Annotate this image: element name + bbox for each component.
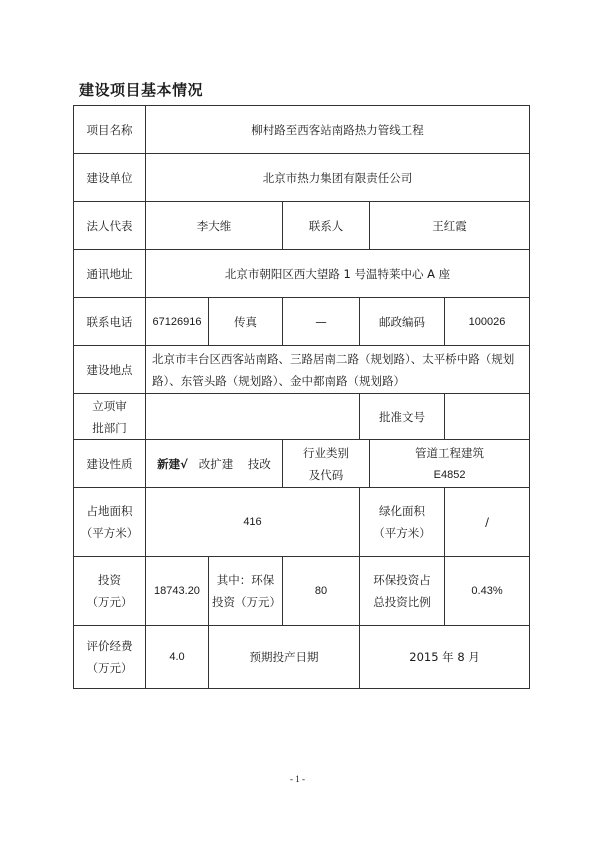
row-investment [74,557,530,626]
investment-value: 18743.20 [146,557,209,626]
location-value: 北京市丰台区西客站南路、三路居南二路（规划路）、太平桥中路（规划路）、东管头路（规划路）、金中都南路（规划路） [146,346,530,394]
fee-label-line2: （万元） [86,661,133,675]
row-nature [74,440,530,488]
industry-label-line1: 行业类别 [303,445,349,460]
fax-label: 传真 [209,298,283,346]
investment-label-line2: （万元） [86,595,133,609]
row-approval [74,394,530,440]
approval-doc-value [445,394,530,440]
investment-label-line1: 投资 [98,573,121,587]
row-phone [74,298,530,346]
env-investment-label [209,557,283,626]
area-label [74,488,146,557]
approval-doc-label: 批准文号 [360,394,445,440]
zip-label: 邮政编码 [360,298,445,346]
contact-label: 联系人 [283,202,370,250]
green-area-label-line2: （平方米） [373,526,431,540]
zip-value: 100026 [445,298,530,346]
fee-label-line1: 评价经费 [86,639,133,653]
env-ratio-label-line2: 总投资比例 [373,595,431,609]
approval-label-line2: 批部门 [92,420,127,435]
nature-options [146,440,283,488]
industry-label [283,440,370,488]
area-value: 416 [146,488,360,557]
production-date-label: 预期投产日期 [209,626,360,689]
nature-option-tech: 技改 [247,456,271,471]
project-name-label: 项目名称 [74,106,146,154]
env-investment-label-line1: 其中：环保 [216,573,275,587]
green-area-label-line1: 绿化面积 [379,504,425,518]
legal-value: 李大维 [146,202,283,250]
green-area-label [360,488,445,557]
green-area-value: / [445,488,530,557]
row-area [74,488,530,557]
nature-label: 建设性质 [74,440,146,488]
row-location [74,346,530,394]
industry-label-line2: 及代码 [308,467,344,482]
industry-value-line1: 管道工程建筑 [415,445,485,460]
approval-value [146,394,360,440]
area-label-line1: 占地面积 [86,504,133,518]
approval-label-line1: 立项审 [92,398,127,413]
investment-label [74,557,146,626]
env-investment-label-line2: 投资（万元） [212,595,281,609]
legal-label: 法人代表 [74,202,146,250]
contact-value: 王红霞 [370,202,530,250]
builder-value: 北京市热力集团有限责任公司 [146,154,530,202]
industry-value-line2: E4852 [433,468,466,481]
nature-option-new: 新建√ [157,456,188,471]
approval-label [74,394,146,440]
builder-label: 建设单位 [74,154,146,202]
row-legal [74,202,530,250]
row-builder [74,154,530,202]
fax-value: — [283,298,360,346]
env-ratio-label-line1: 环保投资占 [373,573,431,587]
nature-option-expand: 改扩建 [198,456,234,471]
page-number: - 1 - [290,774,305,784]
fee-label [74,626,146,689]
phone-value: 67126916 [146,298,209,346]
industry-value [370,440,530,488]
address-value: 北京市朝阳区西大望路 1 号温特莱中心 A 座 [146,250,530,298]
production-date-value: 2015 年 8 月 [360,626,530,689]
fee-value: 4.0 [146,626,209,689]
project-info-table [73,105,530,689]
row-address [74,250,530,298]
project-name-value: 柳村路至西客站南路热力管线工程 [146,106,530,154]
env-ratio-value: 0.43% [445,557,530,626]
address-label: 通讯地址 [74,250,146,298]
page-title: 建设项目基本情况 [79,81,204,99]
env-investment-value: 80 [283,557,360,626]
area-label-line2: （平方米） [80,526,139,540]
env-ratio-label [360,557,445,626]
row-fee [74,626,530,689]
row-project-name [74,106,530,154]
location-label: 建设地点 [74,346,146,394]
phone-label: 联系电话 [74,298,146,346]
